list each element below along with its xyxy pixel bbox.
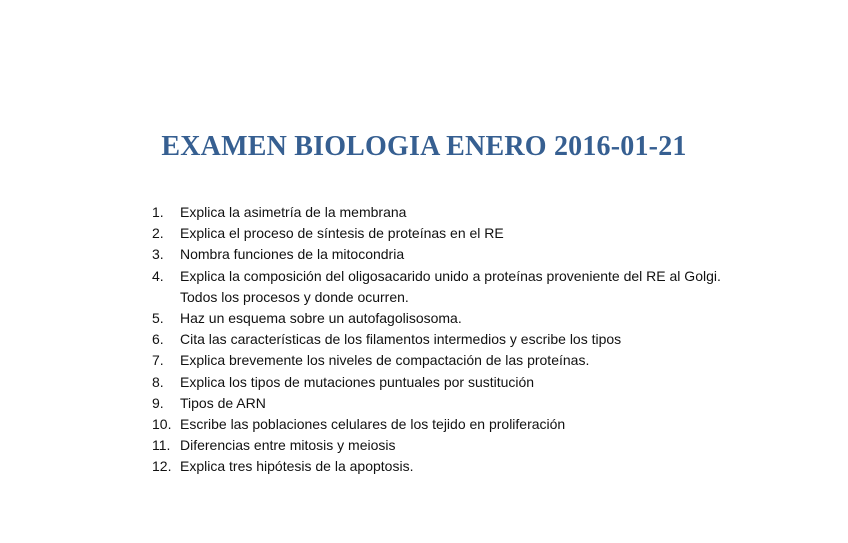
question-text: Diferencias entre mitosis y meiosis <box>180 437 396 454</box>
question-text: Explica los tipos de mutaciones puntuales por sustitución <box>180 373 535 390</box>
question-list <box>152 202 752 478</box>
question-text: Explica brevemente los niveles de compactación de las proteínas. <box>180 352 590 369</box>
question-text: Explica el proceso de síntesis de proteínas en el RE <box>180 225 504 242</box>
question-number: 6. <box>152 331 164 348</box>
list-item <box>152 329 752 350</box>
page-title: EXAMEN BIOLOGIA ENERO 2016-01-21 <box>161 131 687 162</box>
question-text: Explica la asimetría de la membrana <box>180 204 407 220</box>
question-number: 12. <box>152 458 172 475</box>
list-item <box>152 244 752 265</box>
question-number: 8. <box>152 373 164 390</box>
question-number: 11. <box>152 437 171 454</box>
question-text: Escribe las poblaciones celulares de los tejido en proliferación <box>180 416 566 433</box>
question-number: 7. <box>152 352 164 369</box>
list-item <box>152 414 752 435</box>
list-item <box>152 266 752 308</box>
question-text: Explica la composición del oligosacarido unido a proteínas proveniente del RE al Golgi. Todos los procesos y donde ocurren. <box>180 267 721 305</box>
question-number: 9. <box>152 394 164 411</box>
list-item <box>152 202 752 223</box>
question-number: 2. <box>152 225 164 242</box>
question-text: Cita las características de los filamentos intermedios y escribe los tipos <box>180 331 622 348</box>
question-text: Nombra funciones de la mitocondria <box>180 246 405 263</box>
question-number: 3. <box>152 246 164 263</box>
list-item <box>152 393 752 414</box>
list-item <box>152 456 752 477</box>
question-number: 5. <box>152 310 164 327</box>
question-text: Haz un esquema sobre un autofagolisosoma. <box>180 310 462 327</box>
question-number: 10. <box>152 416 172 433</box>
list-item <box>152 223 752 244</box>
list-item <box>152 372 752 393</box>
list-item <box>152 435 752 456</box>
list-item <box>152 308 752 329</box>
question-number: 1. <box>152 204 164 220</box>
question-text: Tipos de ARN <box>180 394 266 411</box>
question-number: 4. <box>152 267 164 284</box>
list-item <box>152 350 752 371</box>
question-text: Explica tres hipótesis de la apoptosis. <box>180 458 414 475</box>
